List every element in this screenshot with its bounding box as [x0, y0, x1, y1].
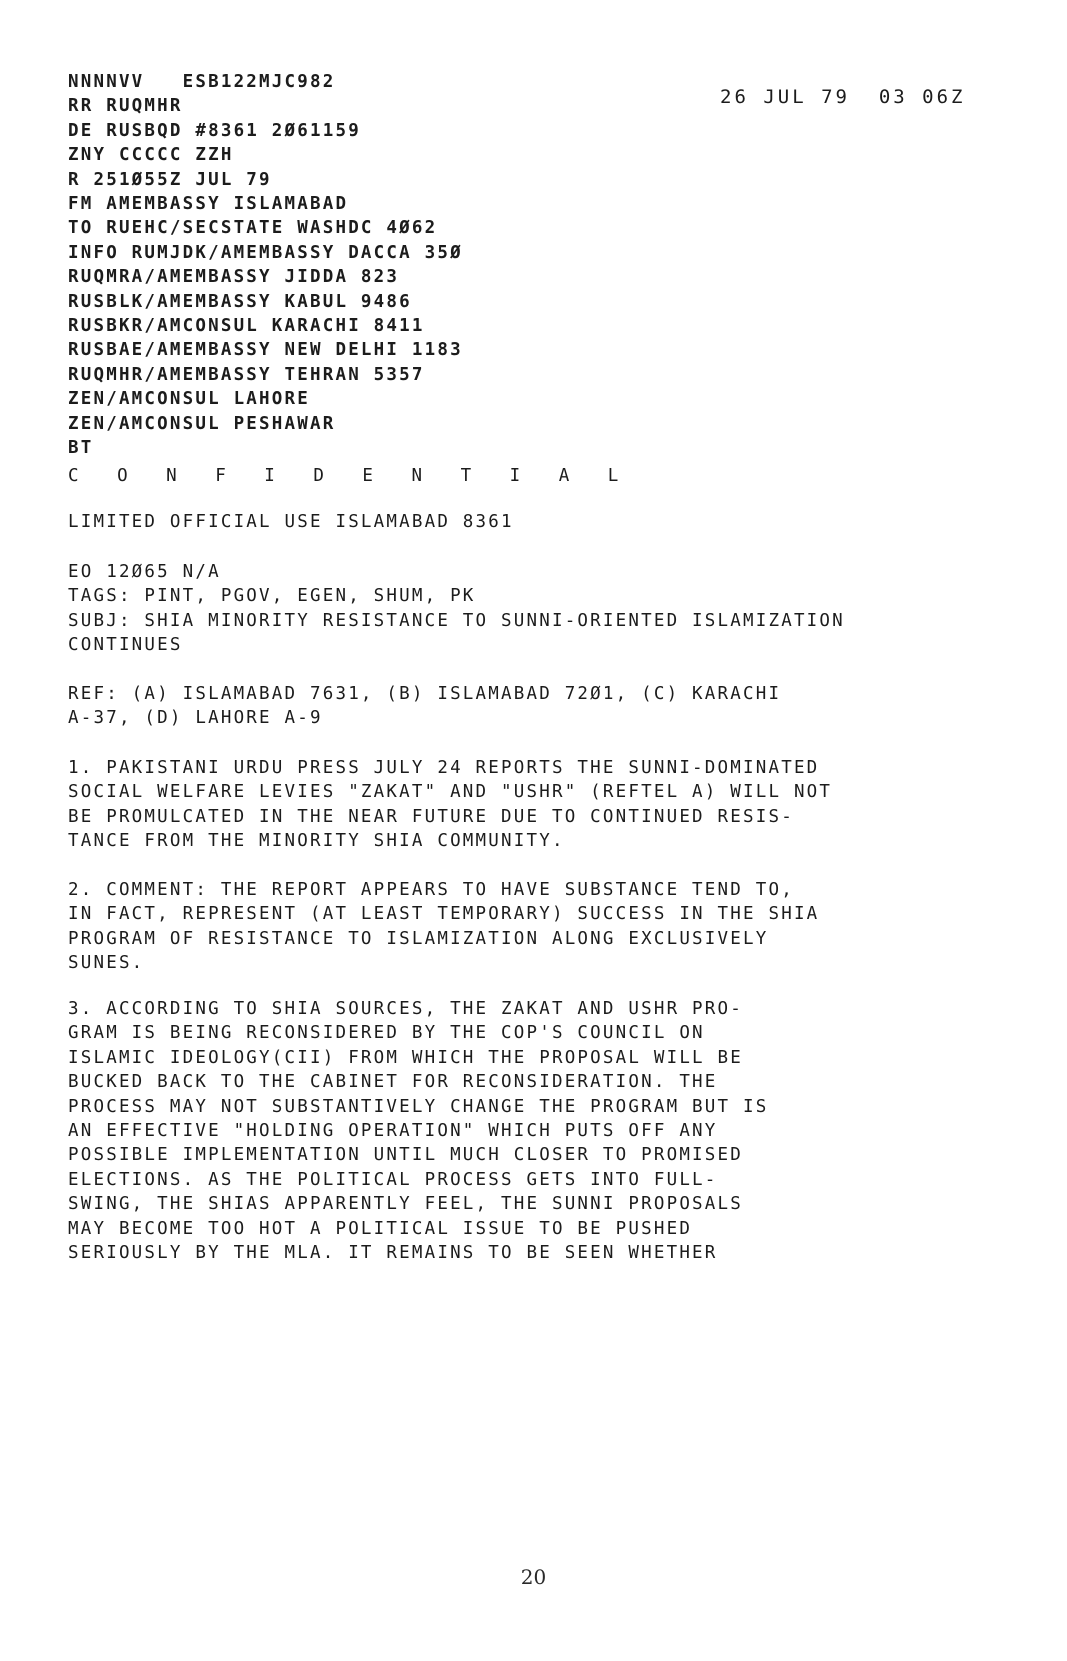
- header-line: NNNNVV ESB122MJC982: [68, 72, 336, 92]
- header-line: RUQMHR/AMEMBASSY TEHRAN 5357: [68, 364, 425, 385]
- classification-text: C O N F I D E N T I A L: [68, 466, 633, 486]
- header-line: RUSBAE/AMEMBASSY NEW DELHI 1183: [68, 340, 463, 361]
- paragraph-line: 3. ACCORDING TO SHIA SOURCES, THE ZAKAT AND USHR PRO-: [68, 999, 744, 1019]
- header-line: RR RUQMHR: [68, 96, 183, 117]
- subject-line: CONTINUES: [68, 635, 183, 656]
- ref-line: REF: (A) ISLAMABAD 7631, (B) ISLAMABAD 72Ø1, (C) KARACHI: [68, 684, 782, 704]
- header-line: INFO RUMJDK/AMEMBASSY DACCA 35Ø: [68, 242, 463, 263]
- paragraph-line: PROCESS MAY NOT SUBSTANTIVELY CHANGE THE PROGRAM BUT IS: [68, 1096, 769, 1117]
- ref-line: A-37, (D) LAHORE A-9: [68, 708, 323, 729]
- paragraph-line: IN FACT, REPRESENT (AT LEAST TEMPORARY) SUCCESS IN THE SHIA: [68, 904, 820, 925]
- tags-line: TAGS: PINT, PGOV, EGEN, SHUM, PK: [68, 586, 476, 607]
- paragraph-2: [68, 878, 988, 976]
- header-line: BT: [68, 438, 94, 459]
- header-line: DE RUSBQD #8361 2Ø61159: [68, 120, 361, 141]
- header-line: RUSBLK/AMEMBASSY KABUL 9486: [68, 291, 412, 312]
- reference-block: [68, 682, 988, 731]
- paragraph-line: AN EFFECTIVE "HOLDING OPERATION" WHICH PUTS OFF ANY: [68, 1121, 718, 1142]
- routing-header: [68, 70, 988, 461]
- handling-text: LIMITED OFFICIAL USE ISLAMABAD 8361: [68, 512, 514, 532]
- paragraph-line: BE PROMULCATED IN THE NEAR FUTURE DUE TO CONTINUED RESIS-: [68, 806, 794, 827]
- paragraph-line: SOCIAL WELFARE LEVIES "ZAKAT" AND "USHR" (REFTEL A) WILL NOT: [68, 782, 833, 803]
- paragraph-line: ISLAMIC IDEOLOGY(CII) FROM WHICH THE PROPOSAL WILL BE: [68, 1047, 744, 1068]
- header-line: TO RUEHC/SECSTATE WASHDC 4Ø62: [68, 218, 438, 239]
- paragraph-line: PROGRAM OF RESISTANCE TO ISLAMIZATION ALONG EXCLUSIVELY: [68, 928, 769, 949]
- paragraph-3: [68, 997, 988, 1265]
- paragraph-line: MAY BECOME TOO HOT A POLITICAL ISSUE TO BE PUSHED: [68, 1218, 693, 1239]
- header-line: R 251Ø55Z JUL 79: [68, 169, 272, 190]
- paragraph-line: GRAM IS BEING RECONSIDERED BY THE COP'S COUNCIL ON: [68, 1023, 705, 1044]
- header-line: ZEN/AMCONSUL LAHORE: [68, 389, 310, 410]
- paragraph-line: SUNES.: [68, 953, 145, 974]
- page-number: 20: [520, 1565, 547, 1589]
- header-line: RUSBKR/AMCONSUL KARACHI 8411: [68, 316, 425, 337]
- date-time-group-stamp: 26 JUL 79 03 06Z: [720, 86, 966, 108]
- classification-marking: [68, 464, 988, 488]
- header-line: ZNY CCCCC ZZH: [68, 145, 234, 166]
- paragraph-line: POSSIBLE IMPLEMENTATION UNTIL MUCH CLOSER TO PROMISED: [68, 1145, 744, 1166]
- paragraph-line: ELECTIONS. AS THE POLITICAL PROCESS GETS INTO FULL-: [68, 1169, 718, 1190]
- paragraph-line: TANCE FROM THE MINORITY SHIA COMMUNITY.: [68, 831, 565, 852]
- header-line: RUQMRA/AMEMBASSY JIDDA 823: [68, 267, 400, 288]
- paragraph-line: SERIOUSLY BY THE MLA. IT REMAINS TO BE SEEN WHETHER: [68, 1243, 718, 1264]
- paragraph-line: SWING, THE SHIAS APPARENTLY FEEL, THE SUNNI PROPOSALS: [68, 1194, 744, 1215]
- paragraph-line: 1. PAKISTANI URDU PRESS JULY 24 REPORTS THE SUNNI-DOMINATED: [68, 758, 820, 778]
- subject-line: SUBJ: SHIA MINORITY RESISTANCE TO SUNNI-ORIENTED ISLAMIZATION: [68, 610, 845, 631]
- handling-caveat: [68, 510, 988, 534]
- paragraph-line: BUCKED BACK TO THE CABINET FOR RECONSIDERATION. THE: [68, 1072, 718, 1093]
- paragraph-1: [68, 756, 988, 854]
- paragraph-line: 2. COMMENT: THE REPORT APPEARS TO HAVE SUBSTANCE TEND TO,: [68, 880, 794, 900]
- header-line: ZEN/AMCONSUL PESHAWAR: [68, 413, 336, 434]
- eo-line: EO 12Ø65 N/A: [68, 562, 221, 582]
- header-line: FM AMEMBASSY ISLAMABAD: [68, 194, 349, 215]
- tags-subject-block: [68, 560, 988, 658]
